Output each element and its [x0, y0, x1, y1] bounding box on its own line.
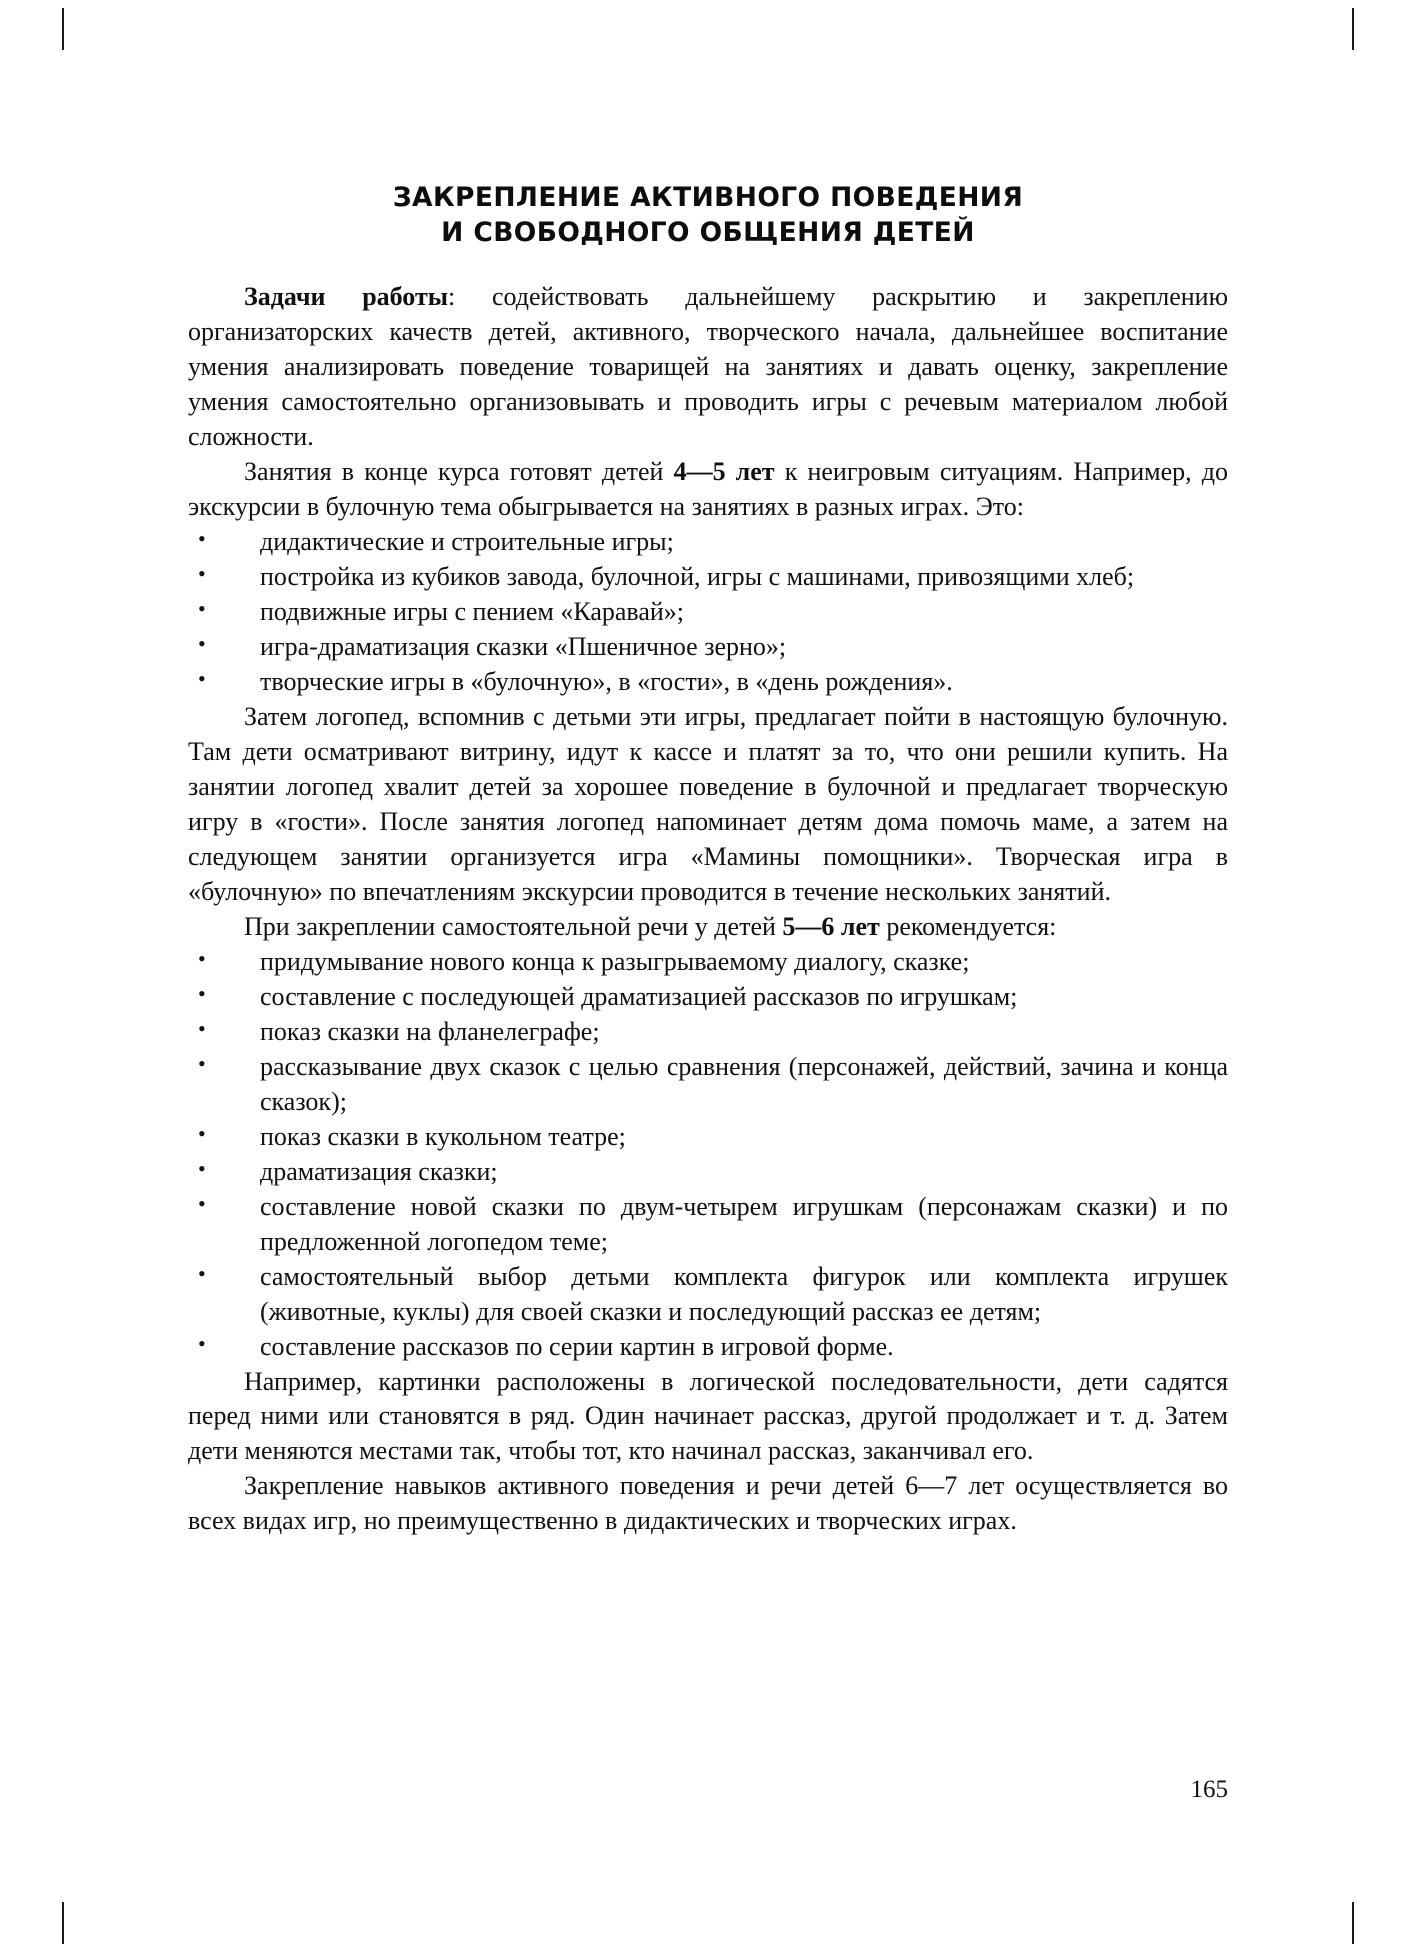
paragraph-excursion: Затем логопед, вспомнив с детьми эти игры, предлагает пойти в настоящую булочную. Там дети осматривают витрину, идут к кассе и платят за то, что они решили купить. На занятии логопед хвалит детей за хорошее поведение в булочной и предлагает творческую игру в «гости». После занятия логопед напоминает детям дома помочь маме, а затем на следующем занятии организуется игра «Мамины помощники». Творческая игра в «булочную» по впечатлениям экскурсии проводится в течение нескольких занятий. [188, 702, 1228, 906]
crop-mark-bottom-left [62, 1902, 64, 1944]
list-item: • творческие игры в «булочную», в «гости», в «день рождения». [188, 665, 1228, 700]
page-title-line-2: И СВОБОДНОГО ОБЩЕНИЯ ДЕТЕЙ [441, 217, 975, 249]
list-games-bakery [188, 525, 1228, 700]
list-item: • постройка из кубиков завода, булочной, игры с машинами, привозящими хлеб; [188, 560, 1228, 595]
paragraph-speech-intro [188, 910, 1228, 945]
page-number: 165 [1190, 1776, 1228, 1803]
age-range-4-5: 4—5 лет [673, 457, 775, 487]
paragraph-lessons-intro-a: Занятия в конце курса готовят детей [244, 457, 674, 487]
age-range-5-6: 5—6 лет [782, 911, 880, 941]
page-title-line-1: ЗАКРЕПЛЕНИЕ АКТИВНОГО ПОВЕДЕНИЯ [392, 182, 1024, 213]
paragraph-pictures-example: Например, картинки расположены в логической последовательности, дети садятся перед ними или становятся в ряд. Один начинает рассказ, другой продолжает и т. д. Затем дети меняются местами так, чтобы тот, кто начинал рассказ, заканчивал его. [188, 1366, 1228, 1466]
crop-mark-top-right [1352, 8, 1354, 50]
crop-mark-top-left [62, 8, 64, 50]
paragraph-tasks [188, 280, 1228, 455]
paragraph-speech-intro-a: При закреплении самостоятельной речи у детей [244, 911, 783, 941]
page-title [188, 180, 1228, 250]
paragraph-tasks-body: : содействовать дальнейшему раскрытию и закреплению организаторских качеств детей, активного, творческого начала, дальнейшее воспитание умения анализировать поведение товарищей на занятиях и давать оценку, закрепление умения самостоятельно организовывать и проводить игры с речевым материалом любой сложности. [188, 282, 1229, 452]
paragraph-lessons-intro-b: к неигровым ситуациям. Например, до экскурсии в булочную тема обыгрывается на занятиях в разных играх. Это: [188, 457, 1229, 522]
list-item: • составление с последующей драматизацией рассказов по игрушкам; [188, 980, 1228, 1015]
paragraph-consolidation: Закрепление навыков активного поведения и речи детей 6—7 лет осуществляется во всех видах игр, но преимущественно в дидактических и творческих играх. [188, 1471, 1228, 1536]
list-item: • самостоятельный выбор детьми комплекта фигурок или комплекта игрушек (животные, куклы) для своей сказки и последующий рассказ ее детям; [188, 1260, 1228, 1330]
list-item: • показ сказки на фланелеграфе; [188, 1015, 1228, 1050]
crop-mark-bottom-right [1352, 1902, 1354, 1944]
list-item: • составление рассказов по серии картин в игровой форме. [188, 1330, 1228, 1365]
paragraph-tasks-lead: Задачи работы [244, 282, 449, 312]
paragraph-speech-intro-b: рекомендуется: [879, 911, 1057, 941]
list-item: • придумывание нового конца к разыгрываемому диалогу, сказке; [188, 945, 1228, 980]
list-item: • подвижные игры с пением «Каравай»; [188, 595, 1228, 630]
list-item: • драматизация сказки; [188, 1155, 1228, 1190]
list-item: • составление новой сказки по двум-четырем игрушкам (персонажам сказки) и по предложенной логопедом теме; [188, 1190, 1228, 1260]
page-content [188, 180, 1228, 1539]
list-speech-activities [188, 945, 1228, 1365]
list-item: • рассказывание двух сказок с целью сравнения (персонажей, действий, зачина и конца сказок); [188, 1050, 1228, 1120]
list-item: • дидактические и строительные игры; [188, 525, 1228, 560]
list-item: • показ сказки в кукольном театре; [188, 1120, 1228, 1155]
list-item: • игра-драматизация сказки «Пшеничное зерно»; [188, 630, 1228, 665]
paragraph-lessons-intro [188, 455, 1228, 525]
